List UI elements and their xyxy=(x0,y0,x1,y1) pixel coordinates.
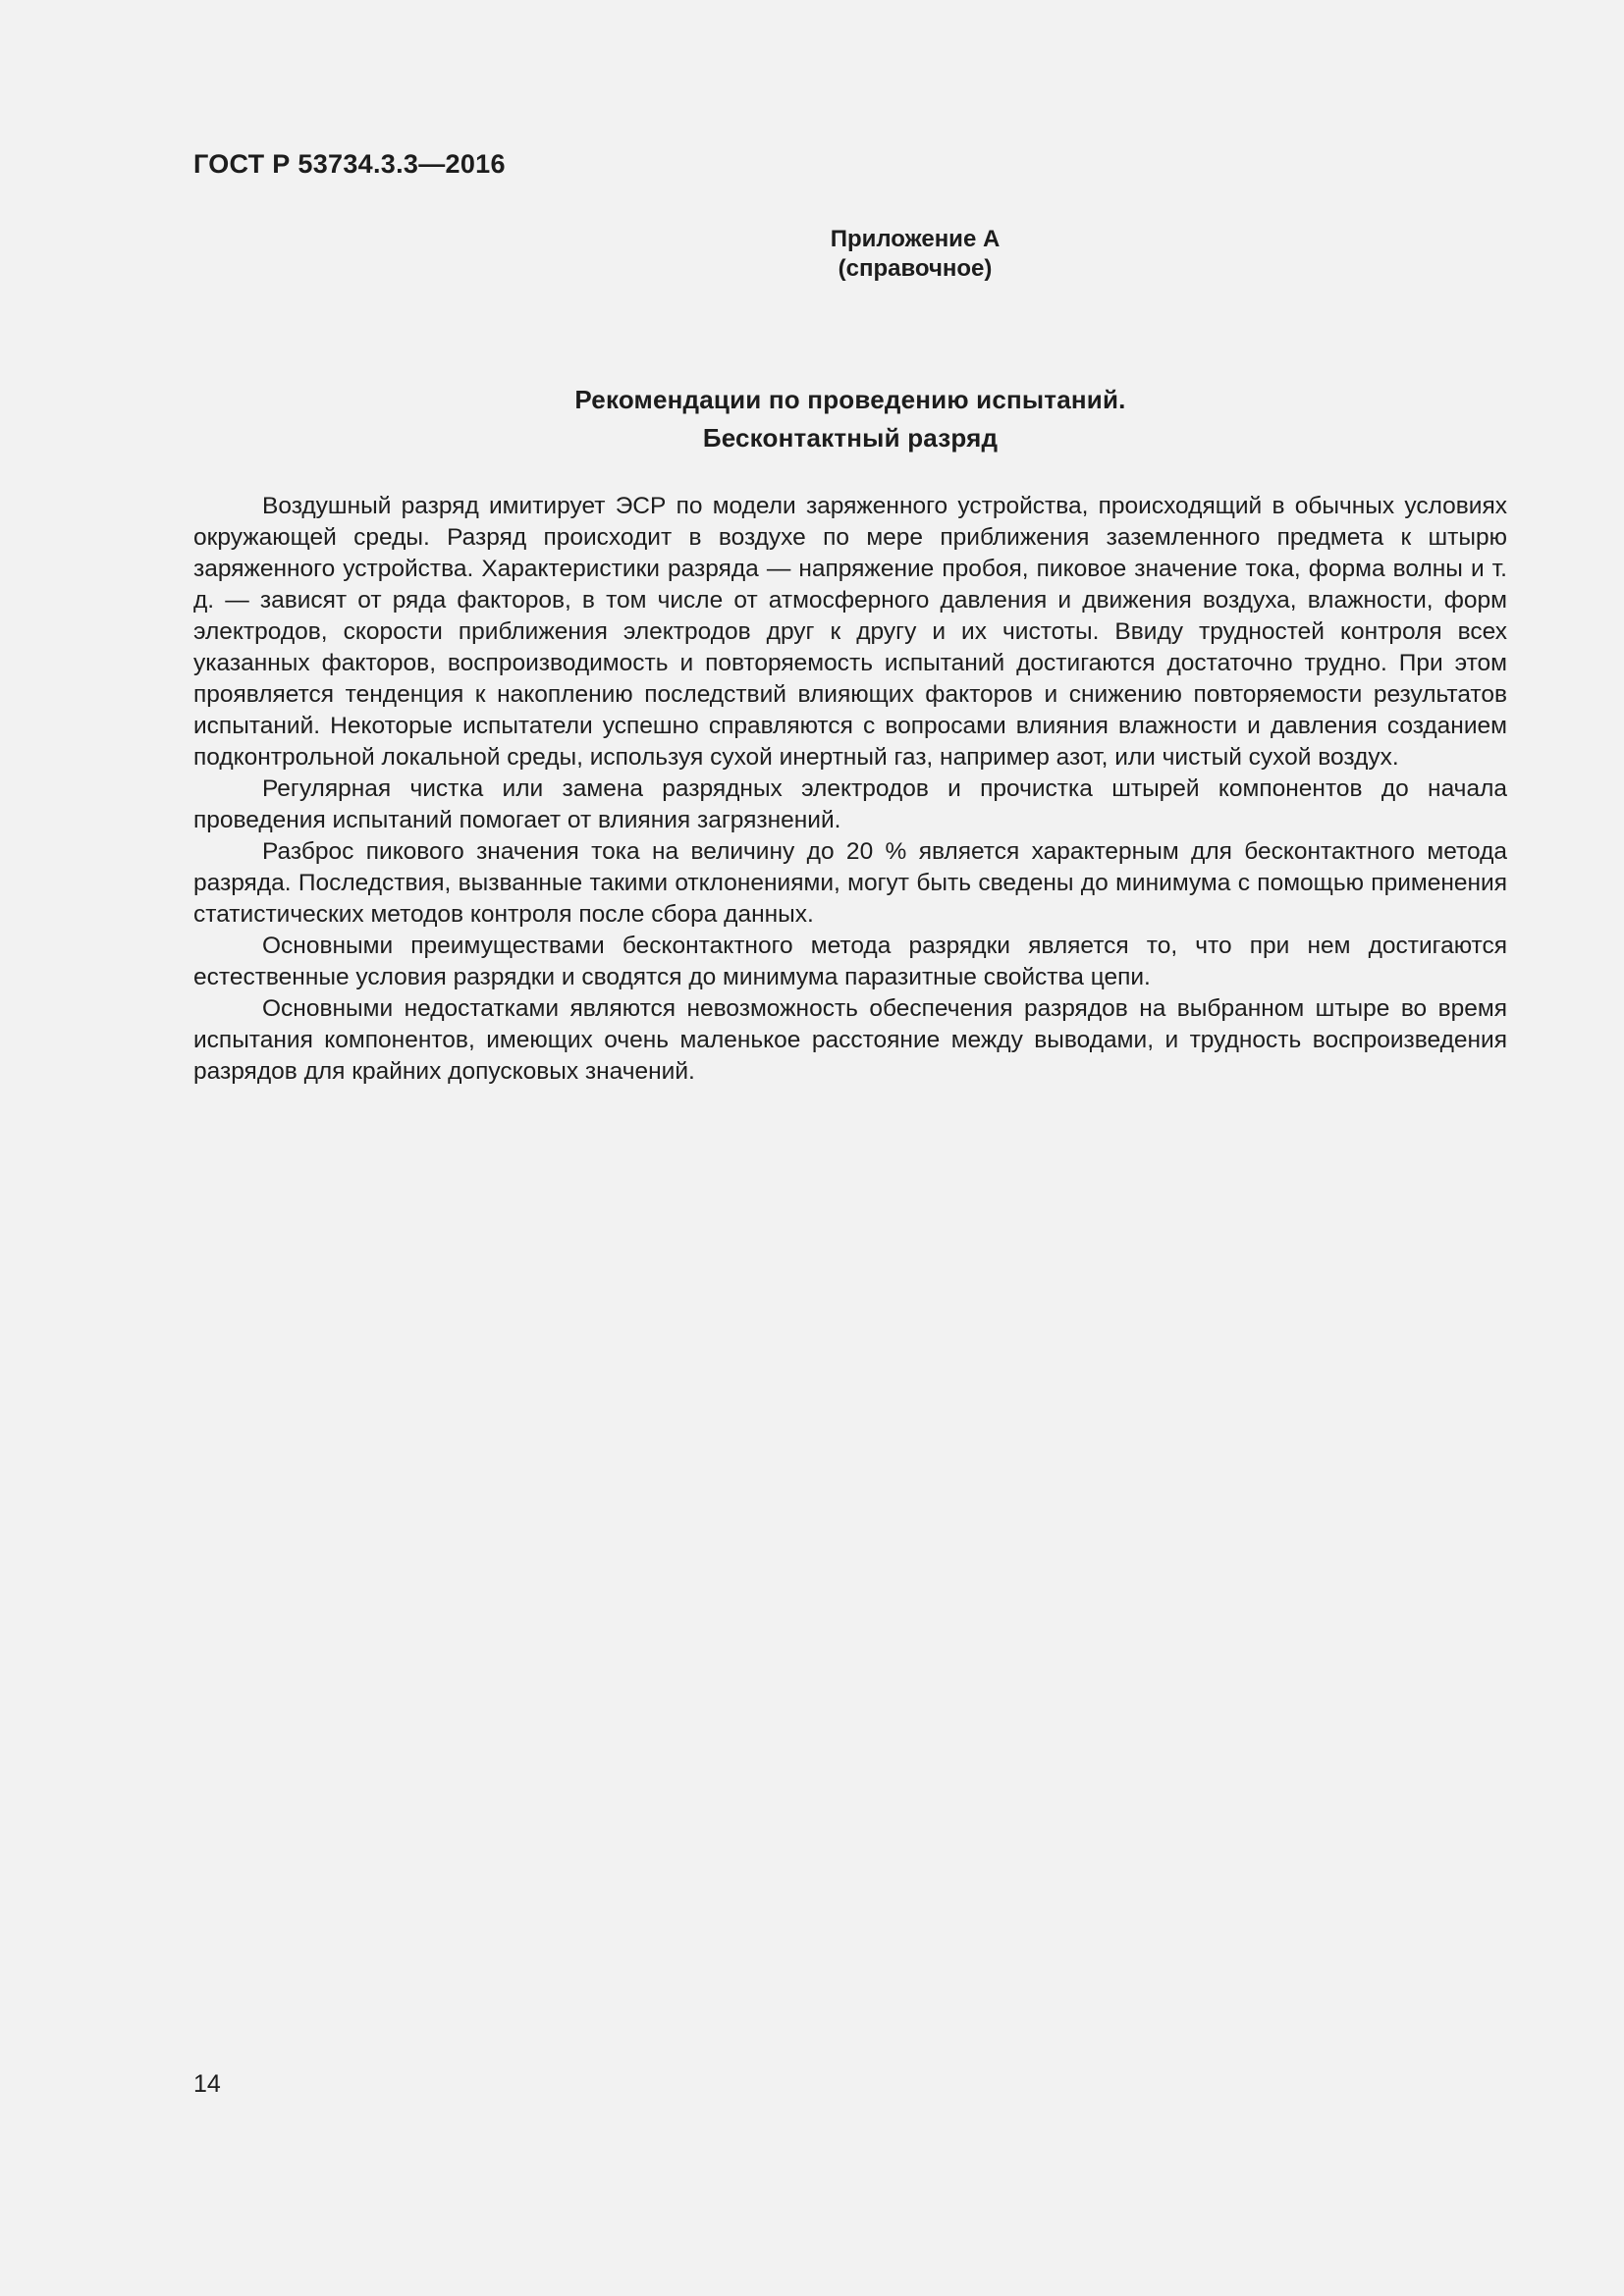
appendix-title: Приложение А xyxy=(830,226,1001,252)
section-title xyxy=(193,381,1507,457)
section-title-line-1: Рекомендации по проведению испытаний. xyxy=(574,385,1126,414)
page-number: 14 xyxy=(193,2070,221,2098)
section-title-line-2: Бесконтактный разряд xyxy=(702,423,999,453)
paragraph: Разброс пикового значения тока на величину до 20 % является характерным для бесконтактного метода разряда. Последствия, вызванные такими отклонениями, могут быть сведены до минимума с помощью применения статистических методов контроля после сбора данных. xyxy=(193,838,1507,928)
paragraph: Регулярная чистка или замена разрядных электродов и прочистка штырей компонентов до начала проведения испытаний помогает от влияния загрязнений. xyxy=(193,775,1507,833)
appendix-subtitle: (справочное) xyxy=(838,255,993,282)
appendix-heading xyxy=(0,225,1624,284)
paragraph: Основными недостатками являются невозможность обеспечения разрядов на выбранном штыре во время испытания компонентов, имеющих очень маленькое расстояние между выводами, и трудность воспроизведения разрядов для крайних допусковых значений. xyxy=(193,995,1507,1085)
document-code: ГОСТ Р 53734.3.3—2016 xyxy=(193,149,506,179)
paragraph: Основными преимуществами бесконтактного метода разрядки является то, что при нем достигаются естественные условия разрядки и сводятся до минимума паразитные свойства цепи. xyxy=(193,933,1507,990)
body-text xyxy=(193,491,1507,1088)
paragraph: Воздушный разряд имитирует ЭСР по модели заряженного устройства, происходящий в обычных условиях окружающей среды. Разряд происходит в воздухе по мере приближения заземленного предмета к штырю заряженного устройства. Характеристики разряда — напряжение пробоя, пиковое значение тока, форма волны и т. д. — зависят от ряда факторов, в том числе от атмосферного давления и движения воздуха, влажности, форм электродов, скорости приближения электродов друг к другу и их чистоты. Ввиду трудностей контроля всех указанных факторов, воспроизводимость и повторяемость испытаний достигаются достаточно трудно. При этом проявляется тенденция к накоплению последствий влияющих факторов и снижению повторяемости результатов испытаний. Некоторые испытатели успешно справляются с вопросами влияния влажности и давления созданием подконтрольной локальной среды, используя сухой инертный газ, например азот, или чистый сухой воздух. xyxy=(193,493,1507,771)
